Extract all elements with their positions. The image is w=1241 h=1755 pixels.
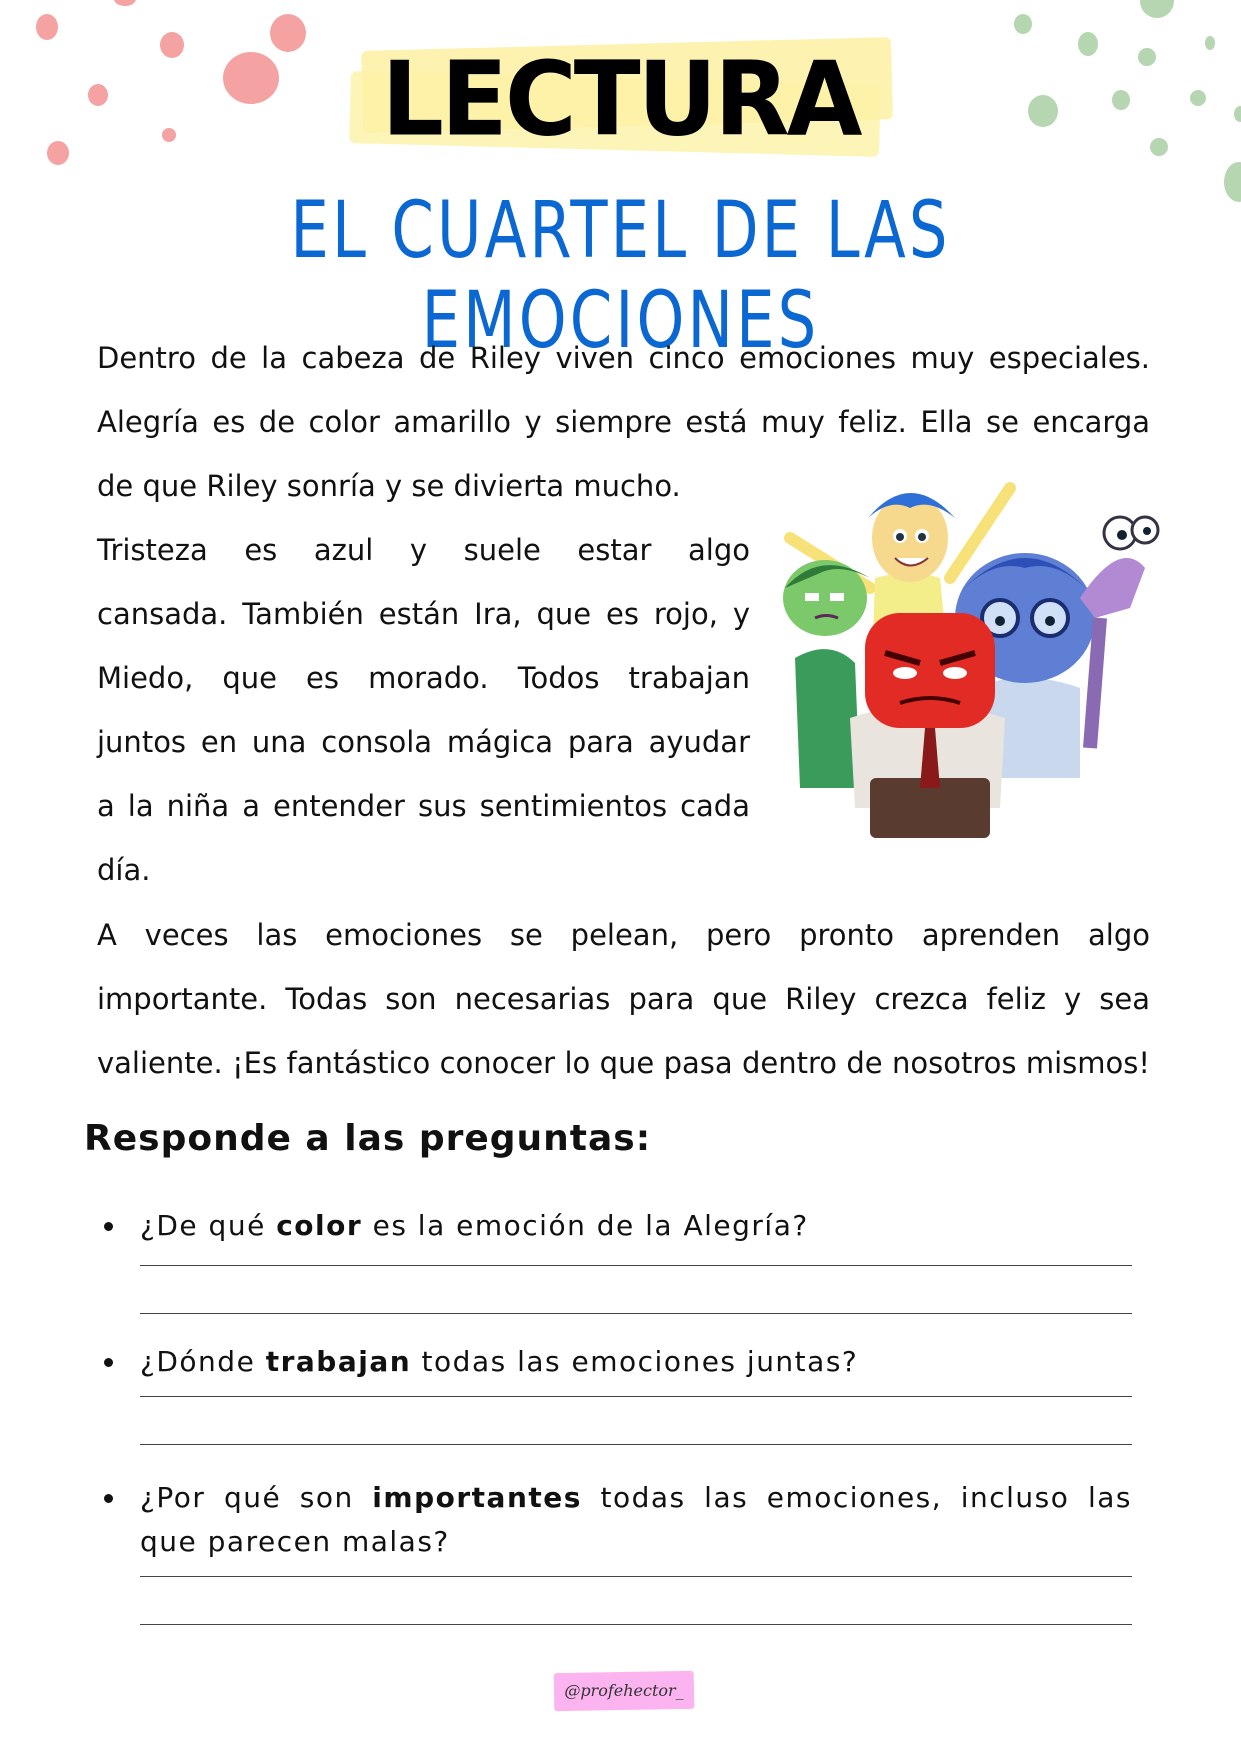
bullet bbox=[104, 1494, 113, 1503]
answer-line[interactable] bbox=[140, 1265, 1132, 1266]
author-credit: @profehector_ bbox=[564, 1681, 684, 1700]
reading-line: Alegría es de color amarillo y siempre está muy feliz. Ella se encarga bbox=[97, 405, 1150, 439]
questions-heading: Responde a las preguntas: bbox=[84, 1118, 652, 1159]
bullet bbox=[104, 1358, 113, 1367]
answer-line[interactable] bbox=[140, 1576, 1132, 1577]
reading-title: EL CUARTEL DE LAS EMOCIONES bbox=[290, 186, 951, 366]
answer-line[interactable] bbox=[140, 1624, 1132, 1625]
reading-line: Tristeza es azul y suele estar algo bbox=[97, 533, 750, 567]
reading-line: cansada. También están Ira, que es rojo, y bbox=[97, 597, 750, 631]
reading-line: valiente. ¡Es fantástico conocer lo que pasa dentro de nosotros mismos! bbox=[97, 1046, 1150, 1080]
reading-line: A veces las emociones se pelean, pero pronto aprenden algo bbox=[97, 918, 1150, 952]
page-title: LECTURA bbox=[381, 40, 860, 160]
reading-line: Dentro de la cabeza de Riley viven cinco emociones muy especiales. bbox=[97, 341, 1150, 375]
emotions-characters-illustration bbox=[760, 478, 1200, 843]
anger-character bbox=[850, 613, 1005, 838]
reading-line: de que Riley sonría y se divierta mucho. bbox=[97, 469, 681, 503]
answer-line[interactable] bbox=[140, 1444, 1132, 1445]
question-text: ¿Por qué son importantes todas las emociones, incluso las bbox=[140, 1481, 1132, 1514]
reading-line: juntos en una consola mágica para ayudar bbox=[97, 725, 750, 759]
reading-line: día. bbox=[97, 853, 151, 887]
question-text: ¿De qué color es la emoción de la Alegría? bbox=[140, 1209, 809, 1242]
reading-line: a la niña a entender sus sentimientos cada bbox=[97, 789, 750, 823]
reading-line: Miedo, que es morado. Todos trabajan bbox=[97, 661, 750, 695]
question-text-continued: que parecen malas? bbox=[140, 1525, 450, 1558]
reading-line: importante. Todas son necesarias para que Riley crezca feliz y sea bbox=[97, 982, 1150, 1016]
question-text: ¿Dónde trabajan todas las emociones juntas? bbox=[140, 1345, 859, 1378]
answer-line[interactable] bbox=[140, 1396, 1132, 1397]
answer-line[interactable] bbox=[140, 1313, 1132, 1314]
bullet bbox=[104, 1222, 113, 1231]
